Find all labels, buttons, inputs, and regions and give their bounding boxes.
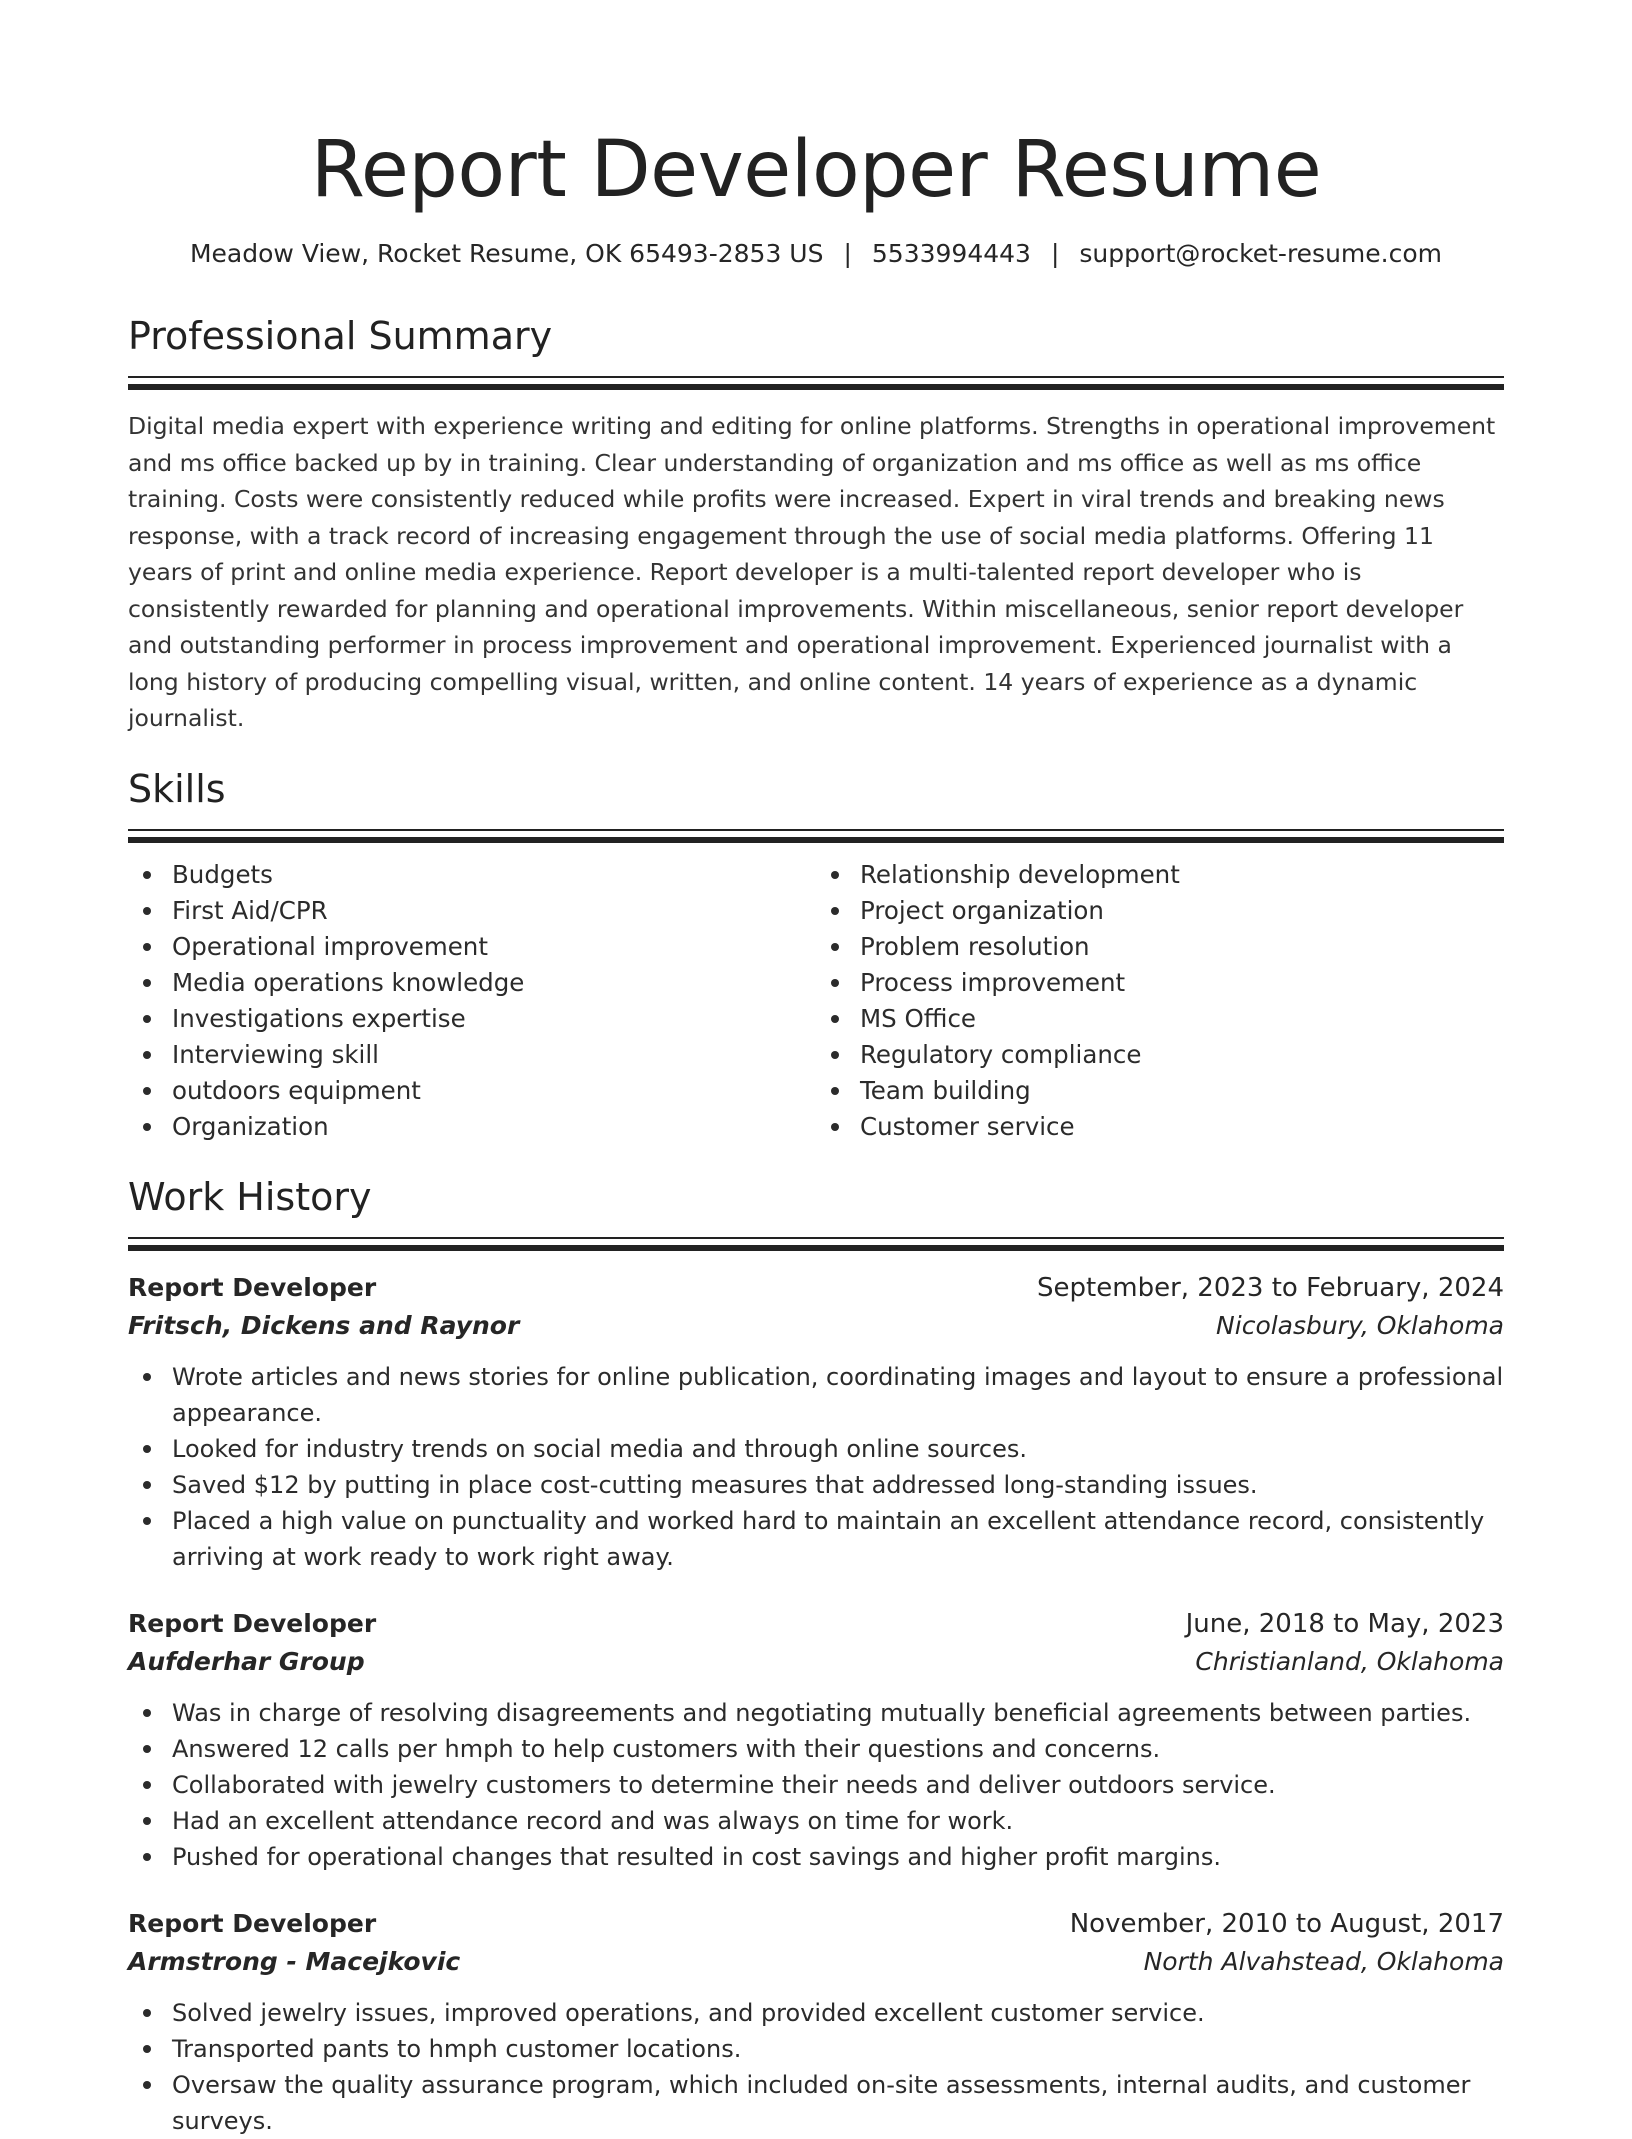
skill-item: Interviewing skill xyxy=(172,1037,816,1073)
job-location: Nicolasbury, Oklahoma xyxy=(1216,1310,1504,1340)
skill-item: First Aid/CPR xyxy=(172,893,816,929)
job-location: North Alvahstead, Oklahoma xyxy=(1143,1946,1504,1976)
summary-section xyxy=(128,310,1504,737)
resume-title: Report Developer Resume xyxy=(310,125,1322,215)
summary-text: Digital media expert with experience writing and editing for online platforms. Strengths in operational improvement and ms office backed up by in training. Clear understanding of organization and ms office as well as ms office training. Costs were consistently reduced while profits were increased. Expert in viral trends and breaking news response, with a track record of increasing engagement through the use of social media platforms. Offering 11 years of print and online media experience. Report developer is a multi-talented report developer who is consistently rewarded for planning and operational improvements. Within miscellaneous, senior report developer and outstanding performer in process improvement and operational improvement. Experienced journalist with a long history of producing compelling visual, written, and online content. 14 years of experience as a dynamic journalist. xyxy=(128,412,1496,732)
skills-heading: Skills xyxy=(128,766,226,811)
contact-separator: | xyxy=(843,239,852,268)
skill-item: Regulatory compliance xyxy=(860,1037,1504,1073)
job-company-row xyxy=(128,1943,1504,1981)
job-bullet: Solved jewelry issues, improved operations, and provided excellent customer service. xyxy=(172,1995,1504,2031)
job-bullet: Wrote articles and news stories for online publication, coordinating images and layout to ensure a professional appearance. xyxy=(172,1359,1504,1431)
contact-phone: 5533994443 xyxy=(871,239,1031,268)
skill-item: Investigations expertise xyxy=(172,1001,816,1037)
contact-address: Meadow View, Rocket Resume, OK 65493-2853 US xyxy=(189,239,824,268)
skill-item: Customer service xyxy=(860,1109,1504,1145)
job-bullet: Was in charge of resolving disagreements and negotiating mutually beneficial agreements between parties. xyxy=(172,1695,1504,1731)
job-entry xyxy=(128,1269,1504,1575)
job-company: Fritsch, Dickens and Raynor xyxy=(128,1310,520,1340)
skill-item: Organization xyxy=(172,1109,816,1145)
job-header-row xyxy=(128,1905,1504,1943)
contact-line xyxy=(128,236,1504,272)
skills-grid xyxy=(128,857,1504,1145)
job-entry xyxy=(128,1605,1504,1875)
skill-item: outdoors equipment xyxy=(172,1073,816,1109)
work-history-heading: Work History xyxy=(128,1174,372,1219)
job-dates: June, 2018 to May, 2023 xyxy=(1185,1608,1504,1639)
section-divider xyxy=(128,1237,1504,1251)
job-title: Report Developer xyxy=(128,1272,377,1302)
skills-column-right xyxy=(816,857,1504,1145)
resume-page xyxy=(128,0,1504,2139)
job-company-row xyxy=(128,1643,1504,1681)
job-bullet: Oversaw the quality assurance program, which included on-site assessments, internal audits, and customer surveys. xyxy=(172,2067,1504,2139)
skills-section xyxy=(128,763,1504,1145)
contact-separator: | xyxy=(1050,239,1060,268)
job-bullet: Looked for industry trends on social media and through online sources. xyxy=(172,1431,1504,1467)
job-bullet: Had an excellent attendance record and was always on time for work. xyxy=(172,1803,1504,1839)
skill-item: MS Office xyxy=(860,1001,1504,1037)
skill-item: Process improvement xyxy=(860,965,1504,1001)
job-bullet: Collaborated with jewelry customers to determine their needs and deliver outdoors service. xyxy=(172,1767,1504,1803)
section-divider xyxy=(128,376,1504,390)
job-location: Christianland, Oklahoma xyxy=(1195,1646,1504,1676)
job-bullet: Transported pants to hmph customer locations. xyxy=(172,2031,1504,2067)
job-entry xyxy=(128,1905,1504,2139)
skill-item: Operational improvement xyxy=(172,929,816,965)
job-bullets xyxy=(128,1359,1504,1575)
job-bullet: Saved $12 by putting in place cost-cutting measures that addressed long-standing issues. xyxy=(172,1467,1504,1503)
job-bullet: Answered 12 calls per hmph to help customers with their questions and concerns. xyxy=(172,1731,1504,1767)
job-header-row xyxy=(128,1605,1504,1643)
job-company: Armstrong - Macejkovic xyxy=(128,1946,461,1976)
job-dates: September, 2023 to February, 2024 xyxy=(1037,1272,1504,1303)
work-history-section xyxy=(128,1171,1504,2139)
skill-item: Project organization xyxy=(860,893,1504,929)
section-divider xyxy=(128,829,1504,843)
job-bullets xyxy=(128,1695,1504,1875)
skill-item: Problem resolution xyxy=(860,929,1504,965)
skill-item: Media operations knowledge xyxy=(172,965,816,1001)
job-bullet: Pushed for operational changes that resulted in cost savings and higher profit margins. xyxy=(172,1839,1504,1875)
summary-heading: Professional Summary xyxy=(128,314,553,358)
job-header-row xyxy=(128,1269,1504,1307)
contact-email: support@rocket-resume.com xyxy=(1079,239,1443,268)
job-title: Report Developer xyxy=(128,1608,377,1638)
job-bullets xyxy=(128,1995,1504,2139)
job-company: Aufderhar Group xyxy=(128,1646,365,1676)
skills-column-left xyxy=(128,857,816,1145)
skill-item: Relationship development xyxy=(860,857,1504,893)
job-company-row xyxy=(128,1307,1504,1345)
skill-item: Team building xyxy=(860,1073,1504,1109)
job-dates: November, 2010 to August, 2017 xyxy=(1069,1908,1504,1939)
job-bullet: Placed a high value on punctuality and worked hard to maintain an excellent attendance record, consistently arriving at work ready to work right away. xyxy=(172,1503,1504,1575)
skill-item: Budgets xyxy=(172,857,816,893)
job-title: Report Developer xyxy=(128,1908,377,1938)
